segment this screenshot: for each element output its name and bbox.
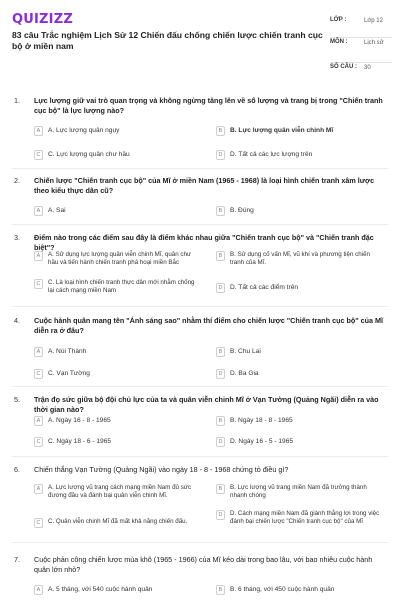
question-number: 6.	[14, 465, 20, 474]
option-letter-badge: A	[34, 347, 43, 357]
option-text: A. Sai	[48, 207, 66, 214]
option-text: B. Sử dụng cố vấn Mĩ, vũ khí và phương tiện chiến tranh của Mĩ.	[230, 251, 370, 266]
meta-count-value: 30	[364, 65, 371, 71]
question-text: Chiến lược "Chiến tranh cục bộ" của Mĩ ở miền Nam (1965 - 1968) là loại hình chiến tranh xâm lược theo kiểu thực dân cũ?	[34, 176, 375, 195]
option-text: B. 6 tháng, với 450 cuộc hành quân	[230, 586, 335, 593]
meta-subject-value: Lịch sử	[364, 40, 384, 46]
question-text: Trận đọ sức giữa bộ đội chủ lực của ta và quân viễn chinh Mĩ ở Vạn Tường (Quảng Ngãi) diễn ra vào thời gian nào?	[34, 395, 379, 414]
meta-class-row	[330, 16, 392, 38]
option-letter-badge: B	[216, 251, 225, 261]
meta-subject-row	[330, 38, 392, 63]
question-number: 5.	[14, 395, 20, 404]
question-divider	[12, 542, 388, 543]
question-number: 2.	[14, 176, 20, 185]
option-text: D. Cách mạng miền Nam đã giành thắng lợi trong việc đánh bại chiến lược "Chiến tranh cục bộ" của Mĩ	[230, 510, 380, 525]
option-letter-badge: C	[34, 279, 43, 289]
option-text: B. Chu Lai	[230, 348, 261, 355]
option-text: B. Lực lượng quân viễn chinh Mĩ	[230, 127, 334, 134]
option-text: A. Lực lượng quân ngụy	[48, 127, 120, 134]
option-text: A. Sử dụng lực lượng quân viễn chinh Mĩ, quân chư hầu và tiến hành chiến tranh phá hoại miền Bắc	[48, 251, 192, 266]
option-text: C. Ngày 18 - 6 - 1965	[48, 438, 112, 445]
option-letter-badge: C	[34, 437, 43, 447]
option-text: D. Tất cả các lực lượng trên	[230, 151, 313, 158]
question-number: 3.	[14, 233, 20, 242]
option-text: B. Ngày 18 - 8 - 1965	[230, 417, 293, 424]
document-title: 83 câu Trắc nghiệm Lịch Sử 12 Chiến đấu chống chiến lược chiến tranh cục bộ ở miền nam	[12, 30, 323, 51]
question-divider	[12, 456, 388, 457]
question-number: 4.	[14, 316, 20, 325]
option-text: D. Ngày 16 - 5 - 1965	[230, 438, 294, 445]
question-text: Lực lượng giữ vai trò quan trọng và không ngừng tăng lên về số lượng và trang bị trong "Chiến tranh cục bộ" là lực lượng nào?	[34, 96, 383, 115]
question-number: 7.	[14, 555, 20, 564]
option-text: D. Ba Gia	[230, 370, 259, 377]
question-divider	[12, 306, 388, 307]
option-text: B. Lực lượng vũ trang miền Nam đã trưởng thành nhanh chóng	[230, 484, 367, 499]
question-divider	[12, 386, 388, 387]
question-number: 1.	[14, 96, 20, 105]
option-letter-badge: B	[216, 585, 225, 595]
option-text: D. Tất cả các điểm trên	[230, 284, 299, 291]
option-text: B. Đúng	[230, 207, 254, 214]
option-letter-badge: B	[216, 416, 225, 426]
option-letter-badge: A	[34, 585, 43, 595]
page-header	[0, 0, 400, 80]
option-text: C. Vạn Tường	[48, 370, 90, 377]
option-letter-badge: A	[34, 251, 43, 261]
question-divider	[12, 224, 388, 225]
option-letter-badge: D	[216, 150, 225, 160]
meta-count-row	[330, 63, 392, 79]
option-letter-badge: D	[216, 437, 225, 447]
meta-count-label: SỐ CÂU :	[330, 64, 357, 70]
option-letter-badge: A	[34, 126, 43, 136]
option-letter-badge: A	[34, 484, 43, 494]
meta-class-value: Lớp 12	[364, 18, 383, 24]
option-text: C. Là loại hình chiến tranh thực dân mới nhằm chống lại cách mạng miền Nam	[48, 279, 195, 294]
option-text: A. Núi Thành	[48, 348, 87, 355]
question-text: Cuộc phản công chiến lược mùa khô (1965 - 1966) của Mĩ kéo dài trong bao lâu, với bao nhiêu cuộc hành quân lớn nhỏ?	[34, 555, 373, 574]
option-letter-badge: B	[216, 347, 225, 357]
question-divider	[12, 168, 388, 169]
option-letter-badge: B	[216, 206, 225, 216]
meta-class-label: LỚP :	[330, 17, 347, 23]
meta-subject-label: MÔN :	[330, 39, 348, 45]
option-letter-badge: C	[34, 150, 43, 160]
question-text: Chiến thắng Vạn Tường (Quảng Ngãi) vào ngày 18 - 8 - 1968 chứng tỏ điều gì?	[34, 465, 289, 474]
option-text: A. 5 tháng, với 540 cuộc hành quân	[48, 586, 153, 593]
quizizz-logo: QUIZIZZ	[12, 12, 73, 27]
option-letter-badge: B	[216, 484, 225, 494]
option-letter-badge: A	[34, 416, 43, 426]
option-text: A. Ngày 16 - 8 - 1965	[48, 417, 111, 424]
option-letter-badge: D	[216, 369, 225, 379]
option-text: C. Quân viễn chinh Mĩ đã mất khả năng chiến đấu.	[48, 518, 188, 525]
quiz-meta	[330, 16, 392, 79]
option-letter-badge: C	[34, 518, 43, 528]
option-letter-badge: B	[216, 126, 225, 136]
question-text: Cuộc hành quân mang tên "Ánh sáng sao" nhằm thí điểm cho chiến lược "Chiến tranh cục bộ" của Mĩ diễn ra ở đâu?	[34, 316, 384, 335]
option-text: A. Lực lượng vũ trang cách mạng miền Nam đủ sức đương đầu và đánh bại quân viễn chinh Mĩ.	[48, 484, 192, 499]
option-letter-badge: D	[216, 283, 225, 293]
option-letter-badge: A	[34, 206, 43, 216]
option-letter-badge: C	[34, 369, 43, 379]
question-text: Điểm nào trong các điểm sau đây là điểm khác nhau giữa "Chiến tranh cục bộ" và "Chiến tranh đặc biệt"?	[34, 233, 374, 252]
option-text: C. Lực lượng quân chư hầu	[48, 151, 130, 158]
option-letter-badge: D	[216, 510, 225, 520]
